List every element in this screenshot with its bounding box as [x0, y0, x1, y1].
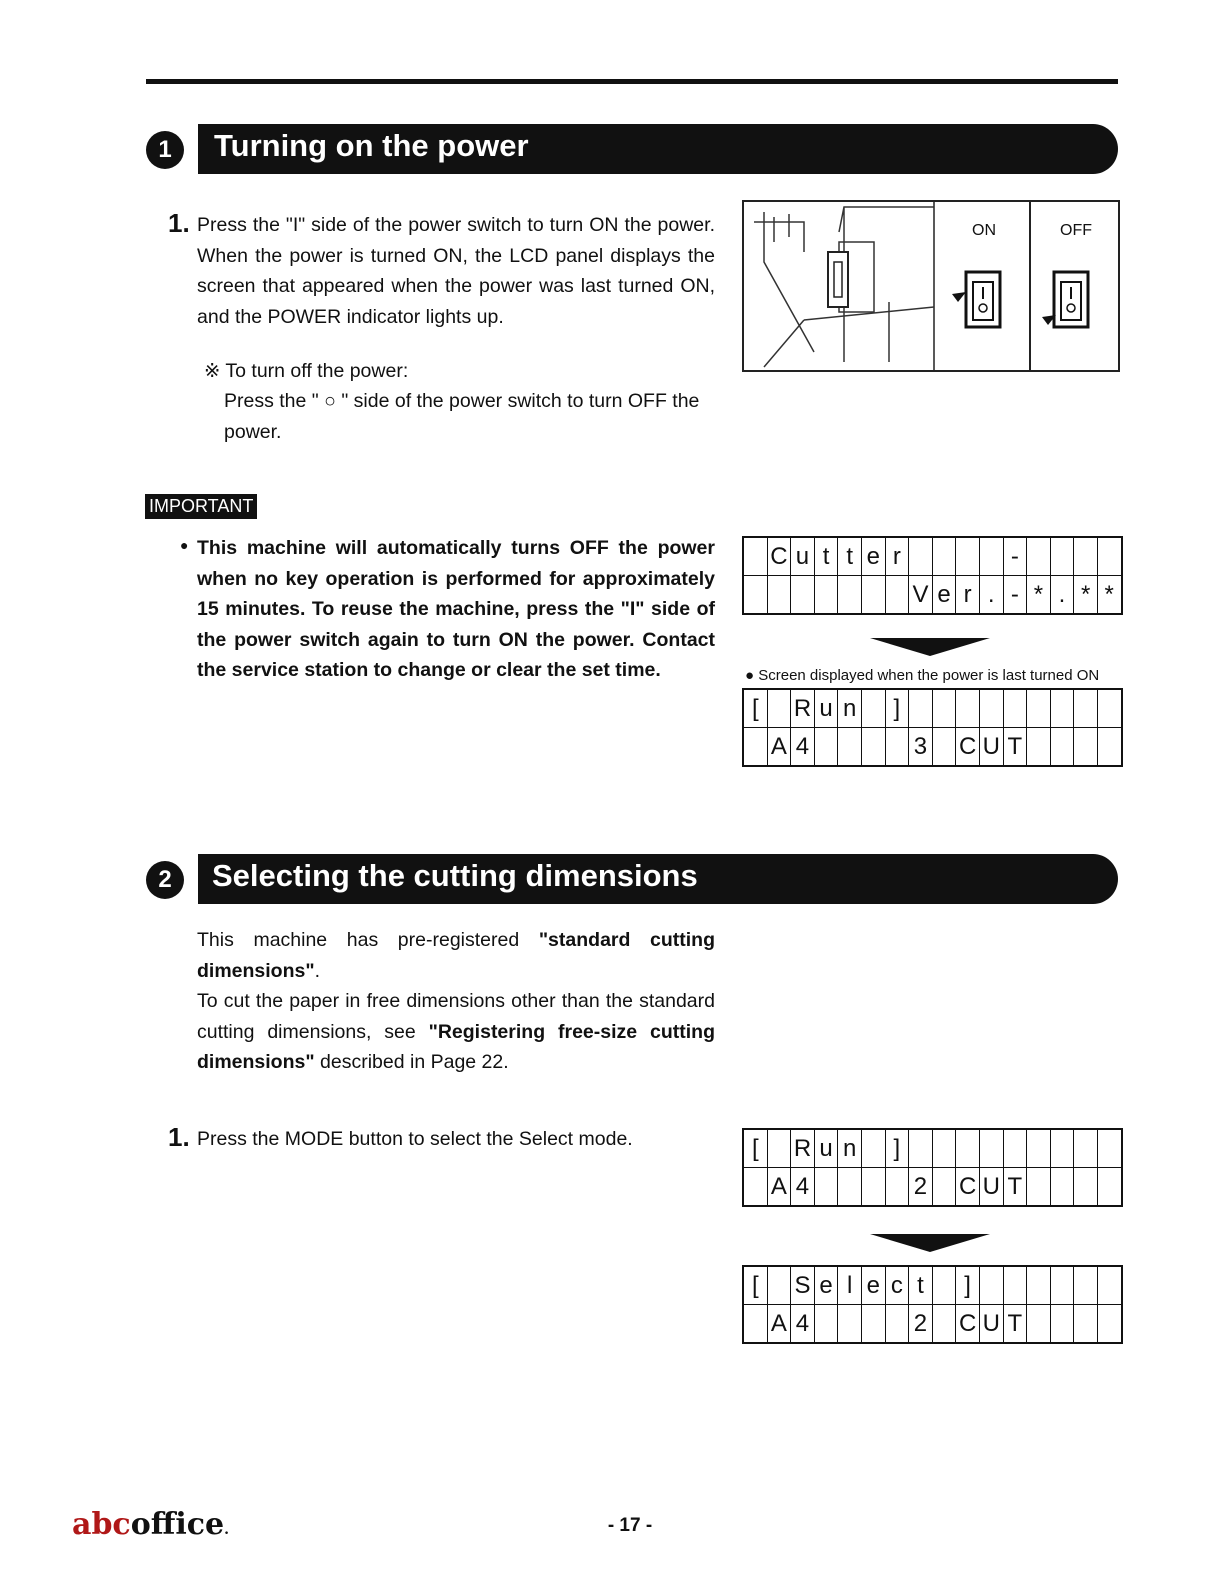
lcd-cell: 3: [909, 728, 933, 767]
lcd-cell: [767, 1266, 791, 1305]
lcd-cell: -: [1003, 537, 1027, 576]
caption-text: Screen displayed when the power is last turned ON: [758, 667, 1100, 684]
lcd-cell: [861, 576, 885, 615]
lcd-row: [743, 728, 1122, 767]
lcd-cell: [1097, 1305, 1121, 1344]
lcd-cell: r: [885, 537, 909, 576]
lcd-cell: u: [791, 537, 815, 576]
lcd-cell: [885, 728, 909, 767]
lcd-cell: A: [767, 1168, 791, 1207]
intro-text: This machine has pre-registered: [197, 929, 539, 951]
lcd-cell: [909, 537, 933, 576]
lcd-cell: [932, 1129, 956, 1168]
lcd-cell: t: [814, 537, 838, 576]
down-arrow-icon: [870, 638, 990, 656]
lcd-cell: ]: [885, 689, 909, 728]
lcd-cell: [909, 689, 933, 728]
section-title: Selecting the cutting dimensions: [212, 858, 698, 893]
lcd-cell: [767, 1129, 791, 1168]
lcd-cell: [1050, 1305, 1074, 1344]
lcd-cell: [861, 1129, 885, 1168]
lcd-cell: [: [743, 1266, 767, 1305]
lcd-cell: u: [814, 1129, 838, 1168]
lcd-cell: [885, 576, 909, 615]
lcd-cell: [1074, 537, 1098, 576]
lcd-cell: [1050, 1129, 1074, 1168]
lcd-cell: 2: [909, 1168, 933, 1207]
lcd-cell: [743, 537, 767, 576]
lcd-cell: [767, 689, 791, 728]
lcd-cell: [767, 576, 791, 615]
lcd-cell: e: [814, 1266, 838, 1305]
lcd-cell: [1074, 1266, 1098, 1305]
important-text: This machine will automatically turns OFF the power when no key operation is performed for approximately 15 minutes. To reuse the machine, press the "I" side of the power switch again to turn ON the power. Contact the service station to change or clear the set time.: [197, 537, 715, 681]
bullet-icon: ●: [180, 537, 189, 553]
lcd-cell: *: [1097, 576, 1121, 615]
lcd-cell: C: [956, 1168, 980, 1207]
logo-part: office: [130, 1507, 225, 1542]
lcd-cell: [1050, 689, 1074, 728]
lcd-row: [743, 1168, 1122, 1207]
lcd-cell: [1027, 728, 1051, 767]
lcd-cell: [838, 1168, 862, 1207]
lcd-cell: .: [979, 576, 1003, 615]
lcd-cell: [932, 689, 956, 728]
lcd-cell: T: [1003, 1305, 1027, 1344]
lcd-cell: [1050, 537, 1074, 576]
intro-bold: "Registering free-size cutting dimensions": [197, 1020, 715, 1073]
lcd-cell: [932, 1168, 956, 1207]
lcd-cell: U: [979, 1168, 1003, 1207]
lcd-display-run: [742, 1128, 1123, 1207]
lcd-cell: [932, 537, 956, 576]
lcd-cell: [1074, 1305, 1098, 1344]
lcd-cell: [791, 576, 815, 615]
lcd-cell: e: [861, 537, 885, 576]
note-text: Press the " ○ " side of the power switch to turn OFF the power.: [224, 390, 700, 443]
lcd-cell: [743, 576, 767, 615]
lcd-cell: [1074, 1129, 1098, 1168]
lcd-cell: S: [791, 1266, 815, 1305]
lcd-cell: [1074, 1168, 1098, 1207]
lcd-cell: [861, 728, 885, 767]
lcd-caption: ● Screen displayed when the power is last turned ON: [745, 667, 1100, 684]
power-switch-illustration: [742, 200, 1120, 372]
lcd-cell: R: [791, 689, 815, 728]
lcd-cell: *: [1027, 576, 1051, 615]
lcd-cell: T: [1003, 728, 1027, 767]
lcd-row: [743, 576, 1122, 615]
lcd-cell: r: [956, 576, 980, 615]
lcd-cell: [1097, 689, 1121, 728]
lcd-cell: [885, 1168, 909, 1207]
lcd-cell: [979, 1266, 1003, 1305]
lcd-display-select: [742, 1265, 1123, 1344]
lcd-cell: [932, 1266, 956, 1305]
lcd-cell: 4: [791, 1305, 815, 1344]
abcoffice-logo: [72, 1507, 229, 1542]
lcd-cell: V: [909, 576, 933, 615]
lcd-cell: [932, 1305, 956, 1344]
off-label: OFF: [1060, 222, 1092, 239]
intro-text: described in Page 22.: [314, 1051, 509, 1073]
lcd-cell: [979, 537, 1003, 576]
lcd-cell: [1074, 689, 1098, 728]
lcd-cell: [1050, 728, 1074, 767]
lcd-cell: [956, 1129, 980, 1168]
lcd-cell: e: [861, 1266, 885, 1305]
lcd-cell: [861, 1305, 885, 1344]
lcd-cell: C: [956, 728, 980, 767]
lcd-cell: [1097, 1168, 1121, 1207]
lcd-cell: 2: [909, 1305, 933, 1344]
lcd-cell: R: [791, 1129, 815, 1168]
lcd-cell: 4: [791, 728, 815, 767]
lcd-cell: c: [885, 1266, 909, 1305]
lcd-cell: [1003, 1129, 1027, 1168]
lcd-cell: [1097, 1129, 1121, 1168]
lcd-cell: [743, 728, 767, 767]
lcd-cell: [: [743, 689, 767, 728]
lcd-cell: [1074, 728, 1098, 767]
lcd-cell: C: [767, 537, 791, 576]
lcd-cell: [814, 1168, 838, 1207]
lcd-cell: u: [814, 689, 838, 728]
logo-suffix: .: [224, 1522, 229, 1538]
lcd-cell: t: [838, 537, 862, 576]
lcd-cell: [1050, 1168, 1074, 1207]
top-rule: [146, 79, 1118, 84]
important-tag: IMPORTANT: [145, 494, 257, 519]
section-number: 2: [146, 861, 184, 899]
section-number: 1: [146, 131, 184, 169]
lcd-cell: ]: [885, 1129, 909, 1168]
lcd-cell: A: [767, 728, 791, 767]
section-2-header: [146, 854, 1118, 904]
lcd-cell: [909, 1129, 933, 1168]
lcd-cell: [1003, 689, 1027, 728]
section-title: Turning on the power: [214, 128, 529, 163]
lcd-cell: [1027, 1266, 1051, 1305]
logo-part: abc: [72, 1507, 131, 1542]
lcd-cell: e: [932, 576, 956, 615]
lcd-display-startup: [742, 536, 1123, 615]
step-number: 1.: [168, 208, 190, 238]
step-text: Press the MODE button to select the Select mode.: [197, 1128, 633, 1150]
lcd-cell: [1097, 537, 1121, 576]
step-number: 1.: [168, 1122, 190, 1152]
lcd-cell: [979, 689, 1003, 728]
lcd-cell: *: [1074, 576, 1098, 615]
lcd-cell: C: [956, 1305, 980, 1344]
section-1-header: [146, 124, 1118, 174]
lcd-cell: 4: [791, 1168, 815, 1207]
lcd-cell: [838, 1305, 862, 1344]
lcd-cell: [743, 1305, 767, 1344]
lcd-cell: A: [767, 1305, 791, 1344]
lcd-cell: U: [979, 728, 1003, 767]
note-title: ※ To turn off the power:: [204, 360, 409, 382]
lcd-cell: [1097, 728, 1121, 767]
lcd-cell: [838, 576, 862, 615]
lcd-cell: [814, 728, 838, 767]
intro-text: To cut the paper in free dimensions other than the standard cutting dimensions, see: [197, 990, 715, 1043]
section-2-intro: [197, 925, 715, 1078]
lcd-row: [743, 689, 1122, 728]
lcd-cell: U: [979, 1305, 1003, 1344]
lcd-row: [743, 1129, 1122, 1168]
lcd-cell: t: [909, 1266, 933, 1305]
on-label: ON: [972, 222, 996, 239]
lcd-row: [743, 537, 1122, 576]
lcd-cell: n: [838, 1129, 862, 1168]
lcd-cell: [1027, 1168, 1051, 1207]
lcd-cell: [979, 1129, 1003, 1168]
lcd-cell: [: [743, 1129, 767, 1168]
lcd-cell: [861, 689, 885, 728]
lcd-cell: [1050, 1266, 1074, 1305]
down-arrow-icon: [870, 1234, 990, 1252]
lcd-cell: [1027, 537, 1051, 576]
lcd-cell: [956, 689, 980, 728]
lcd-cell: [861, 1168, 885, 1207]
page-number: - 17 -: [607, 1515, 653, 1536]
lcd-cell: [743, 1168, 767, 1207]
lcd-cell: [1003, 1266, 1027, 1305]
lcd-cell: -: [1003, 576, 1027, 615]
lcd-cell: .: [1050, 576, 1074, 615]
lcd-cell: ]: [956, 1266, 980, 1305]
lcd-cell: [1027, 1305, 1051, 1344]
lcd-cell: [932, 728, 956, 767]
lcd-cell: [1027, 689, 1051, 728]
lcd-cell: [1027, 1129, 1051, 1168]
lcd-cell: [956, 537, 980, 576]
intro-bold: "standard cutting dimensions": [197, 929, 716, 982]
lcd-cell: T: [1003, 1168, 1027, 1207]
intro-text: .: [314, 959, 321, 982]
lcd-cell: [885, 1305, 909, 1344]
lcd-cell: [814, 576, 838, 615]
lcd-cell: l: [838, 1266, 862, 1305]
lcd-cell: [814, 1305, 838, 1344]
lcd-cell: [838, 728, 862, 767]
lcd-display-last-screen: [742, 688, 1123, 767]
lcd-cell: [1097, 1266, 1121, 1305]
lcd-cell: n: [838, 689, 862, 728]
step-text: Press the "I" side of the power switch to turn ON the power. When the power is turned ON, the LCD panel displays the screen that appeared when the power was last turned ON, and the POWER indicator lights up.: [197, 214, 715, 328]
lcd-row: [743, 1305, 1122, 1344]
lcd-row: [743, 1266, 1122, 1305]
